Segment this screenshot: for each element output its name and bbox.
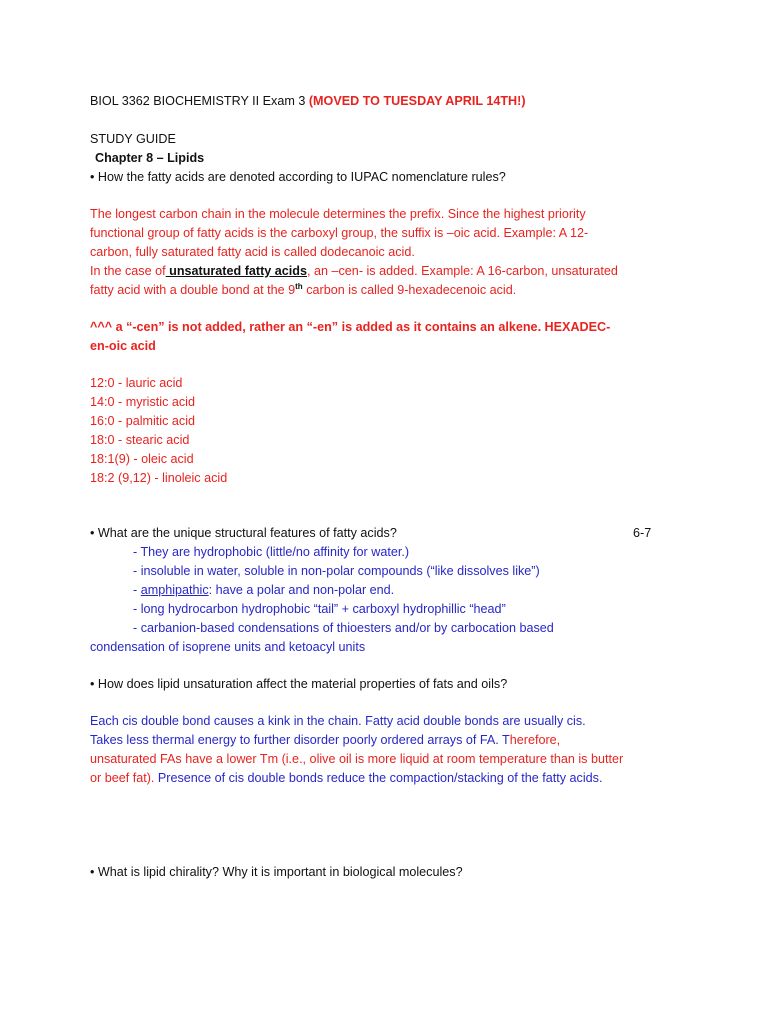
feature-item: - insoluble in water, soluble in non-polar compounds (“like dissolves like”) (133, 564, 540, 578)
feature-item: - long hydrocarbon hydrophobic “tail” + carboxyl hydrophillic “head” (133, 602, 506, 616)
fatty-acid-item: 18:0 - stearic acid (90, 433, 190, 447)
fatty-acid-item: 12:0 - lauric acid (90, 376, 183, 390)
course-title: BIOL 3362 BIOCHEMISTRY II Exam 3 (90, 94, 309, 108)
question-unsaturation: • How does lipid unsaturation affect the material properties of fats and oils? (90, 677, 508, 691)
answer-text: carbon is called 9-hexadecenoic acid. (302, 283, 517, 297)
feature-item (133, 582, 394, 598)
unsaturated-fatty-acids-term: unsaturated fatty acids (165, 264, 307, 278)
feature-dash: - (133, 583, 141, 597)
feature-item-continued: condensation of isoprene units and ketoacyl units (90, 640, 366, 654)
page-reference: 6-7 (633, 526, 652, 540)
feature-text: : have a polar and non-polar end. (208, 583, 395, 597)
fatty-acid-item: 16:0 - palmitic acid (90, 414, 195, 428)
question-iupac: • How the fatty acids are denoted according to IUPAC nomenclature rules? (90, 170, 506, 184)
amphipathic-term: amphipathic (140, 583, 209, 597)
fatty-acid-item: 14:0 - myristic acid (90, 395, 195, 409)
answer-line (90, 263, 618, 279)
feature-item: - carbanion-based condensations of thioesters and/or by carbocation based (133, 621, 554, 635)
question-structural-features: • What are the unique structural features of fatty acids? (90, 526, 397, 540)
feature-item: - They are hydrophobic (little/no affinity for water.) (133, 545, 410, 559)
correction-note: ^^^ a “-cen” is not added, rather an “-en” is added as it contains an alkene. HEXADEC- (90, 320, 611, 334)
answer-line: carbon, fully saturated fatty acid is called dodecanoic acid. (90, 245, 415, 259)
superscript-th: th (295, 282, 303, 291)
exam-header (90, 93, 526, 109)
answer-text-red: or beef fat). (90, 771, 155, 785)
unsaturation-answer-line: unsaturated FAs have a lower Tm (i.e., olive oil is more liquid at room temperature than is butter (90, 752, 624, 766)
unsaturation-answer-line: Each cis double bond causes a kink in the chain. Fatty acid double bonds are usually cis. (90, 714, 586, 728)
answer-text-red: herefore, (509, 733, 561, 747)
chapter-heading: Chapter 8 – Lipids (95, 151, 205, 165)
unsaturation-answer-line (90, 732, 560, 748)
unsaturation-answer-line (90, 770, 602, 786)
answer-text: , an –cen- is added. Example: A 16-carbon, unsaturated (307, 264, 618, 278)
answer-line: functional group of fatty acids is the carboxyl group, the suffix is –oic acid. Example: A 12- (90, 226, 589, 240)
answer-text: In the case of (90, 264, 166, 278)
study-guide-title: STUDY GUIDE (90, 132, 176, 146)
answer-line: The longest carbon chain in the molecule determines the prefix. Since the highest priority (90, 207, 586, 221)
fatty-acid-item: 18:2 (9,12) - linoleic acid (90, 471, 228, 485)
correction-note: en-oic acid (90, 339, 156, 353)
answer-text: fatty acid with a double bond at the 9 (90, 283, 296, 297)
answer-text: Takes less thermal energy to further disorder poorly ordered arrays of FA. T (90, 733, 510, 747)
question-chirality: • What is lipid chirality? Why it is important in biological molecules? (90, 865, 463, 879)
moved-notice: (MOVED TO TUESDAY APRIL 14TH!) (308, 94, 526, 108)
answer-text-blue: Presence of cis double bonds reduce the compaction/stacking of the fatty acids. (154, 771, 603, 785)
answer-line (90, 282, 516, 298)
fatty-acid-item: 18:1(9) - oleic acid (90, 452, 194, 466)
